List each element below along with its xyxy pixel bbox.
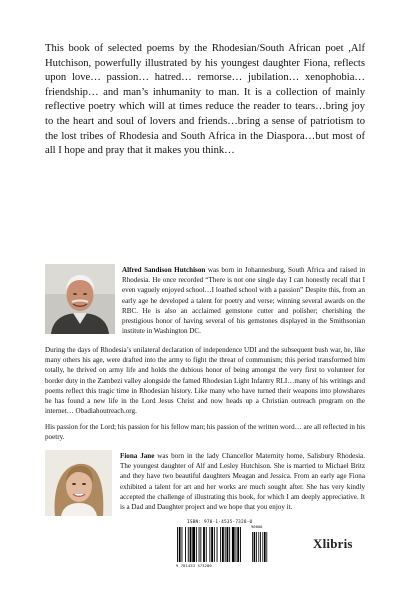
barcode-bar [229,527,230,562]
barcode-bar [214,527,215,562]
barcode-bar [225,527,226,562]
barcode-bar [185,527,186,562]
barcode-bars [177,527,273,563]
barcode-addon-bar [266,532,267,562]
barcode-digits: 9 781453 573280 [176,563,212,568]
barcode-bar [192,527,195,562]
history-paragraph: During the days of Rhodesia’s unilateral declaration of independence UDI and the subsequent bush war, he, like many others his age, were drafted into the army to fight the threat of communism; this period transformed him totally, he thrived on army life and holds the dubious honor of being amongst the very first to volunteer for border duty in the Zambezi valley alongside the famed Rhodesian Light Infantry RLI…many of his writings and poems reflect this tragic time in Rhodesian history. Like many who have turned their weapons into plowshares he has found a new life in the Lord Jesus Christ and now heads up a Christian outreach program on the internet… Obadiahoutreach.org. [45,346,365,416]
barcode-bar [222,527,224,562]
barcode-addon-bar [256,532,257,562]
barcode-bar [217,527,218,562]
author-bio-text: was born in Johannesburg, South Africa and raised in Rhodesia. He once recorded “There is not one single day I can honestly recall that I even vaguely enjoyed school…I loathed school with a passion” Despite this, from an early age he developed a talent for poetry and verse; winning several awards on the RBC. He is also an acclaimed gemstone cutter and polisher; cherishing the prestigious honor of having several of his gemstones displayed in the Smithsonian institute in Washington DC. [122,266,365,336]
illustrator-photo [45,450,112,516]
barcode-addon-bar [254,532,256,562]
barcode-addon-digits: 90000 [251,524,263,529]
illustrator-name: Fiona Jane [120,452,155,460]
barcode-bar [177,527,178,562]
isbn-barcode [173,519,276,569]
barcode-addon-bar [252,532,253,562]
barcode-bar [190,527,192,562]
author-photo [45,264,115,334]
barcode-bar [237,527,239,562]
barcode-bar [232,527,235,562]
barcode-bar [209,527,210,562]
isbn-label: ISBN: 978-1-4535-7328-0 [187,520,253,525]
barcode-bar [240,527,241,562]
barcode-addon-bar [264,532,266,562]
author-name: Alfred Sandison Hutchison [122,266,206,274]
author-bio [122,265,365,336]
barcode-bar [200,527,201,562]
barcode-bar [206,527,207,562]
barcode-bar [211,527,213,562]
barcode-addon-bar [258,532,259,562]
barcode-bar [182,527,183,562]
illustrator-bio-text: was born in the lady Chancellor Maternity home, Salisbury Rhodesia. The youngest daughter of Alf and Lesley Hutchison. She is married to Michael Britz and they have two beautiful daughters Meagan and Jessica. From an early age Fiona exhibited a talent for art and her works are much sought after. She has very kindly accepted the challenge of illustrating this book, for which I am deeply appreciative. It is a Dad and Daughter project and we hope that you enjoy it. [120,452,365,512]
book-blurb: This book of selected poems by the Rhodesian/South African poet ,Alf Hutchison, powerfully illustrated by his youngest daughter Fiona, reflects upon love… passion… hatred… remorse… jubilation… xenophobia… friendship… and man’s inhumanity to man. It is a collection of mainly reflective poetry which will at times reduce the reader to tears…bring joy to the heart and soul of lovers and friends…bring a sense of patriotism to the lost tribes of Rhodesia and South Africa in the Diaspora…but most of all I hope and pray that it makes you think… [45,43,365,157]
barcode-bar [179,527,181,562]
barcode-addon-bar [262,532,263,562]
barcode-bar [188,527,189,562]
publisher-logo: Xlibris [313,536,353,551]
barcode-bar [203,527,205,562]
barcode-addon-bar [260,532,261,562]
barcode-bar [227,527,229,562]
barcode-bar [236,527,237,562]
barcode-bar [220,527,221,562]
passion-paragraph: His passion for the Lord; his passion for his fellow man; his passion of the written word… are all reflected in his poetry. [45,423,365,442]
barcode-bar [196,527,197,562]
barcode-bar [199,527,200,562]
illustrator-bio [120,451,365,512]
